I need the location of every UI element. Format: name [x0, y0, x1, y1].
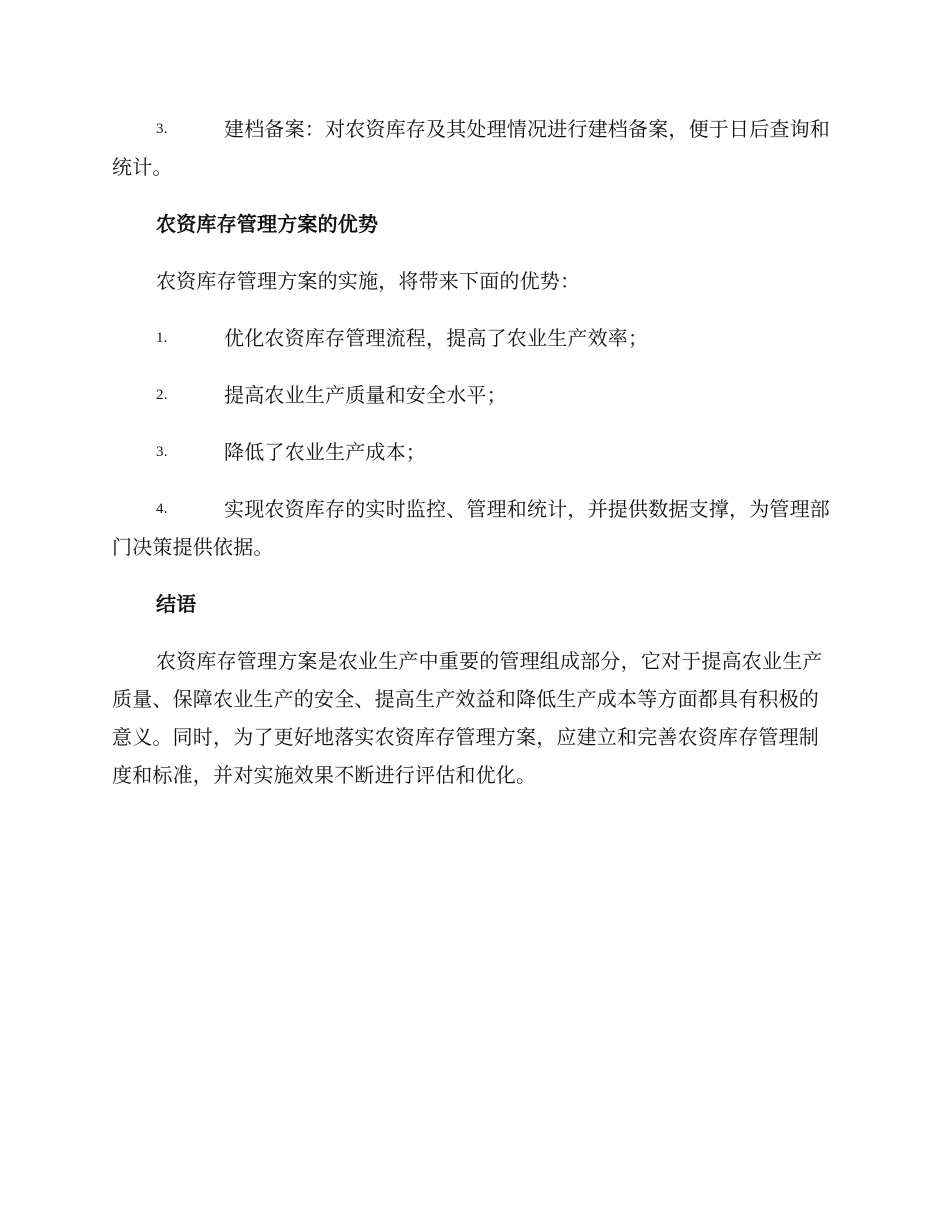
list-number: 2.	[156, 387, 168, 403]
advantages-intro: 农资库存管理方案的实施，将带来下面的优势：	[156, 269, 581, 293]
list-text: 降低了农业生产成本；	[224, 440, 426, 464]
section-heading-conclusion: 结语	[156, 592, 197, 616]
list-item	[112, 376, 832, 414]
conclusion-paragraph: 农资库存管理方案是农业生产中重要的管理组成部分，它对于提高农业生产质量、保障农业生产的安全、提高生产效益和降低生产成本等方面都具有积极的意义。同时，为了更好地落实农资库存管理方案，应建立和完善农资库存管理制度和标准，并对实施效果不断进行评估和优化。	[112, 649, 823, 787]
document-body	[112, 110, 832, 813]
list-number: 3.	[156, 444, 168, 460]
list-number: 1.	[156, 330, 168, 346]
list-item-filing	[112, 110, 832, 186]
list-text: 实现农资库存的实时监控、管理和统计，并提供数据支撑，为管理部门决策提供依据。	[112, 497, 830, 559]
list-number: 4.	[156, 501, 168, 517]
list-text: 建档备案：对农资库存及其处理情况进行建档备案，便于日后查询和统计。	[112, 117, 830, 179]
section-heading-advantages: 农资库存管理方案的优势	[156, 212, 379, 236]
list-item	[112, 433, 832, 471]
list-text: 优化农资库存管理流程，提高了农业生产效率；	[224, 326, 649, 350]
list-text: 提高农业生产质量和安全水平；	[224, 383, 507, 407]
list-number: 3.	[156, 121, 168, 137]
list-item	[112, 319, 832, 357]
list-item	[112, 490, 832, 566]
